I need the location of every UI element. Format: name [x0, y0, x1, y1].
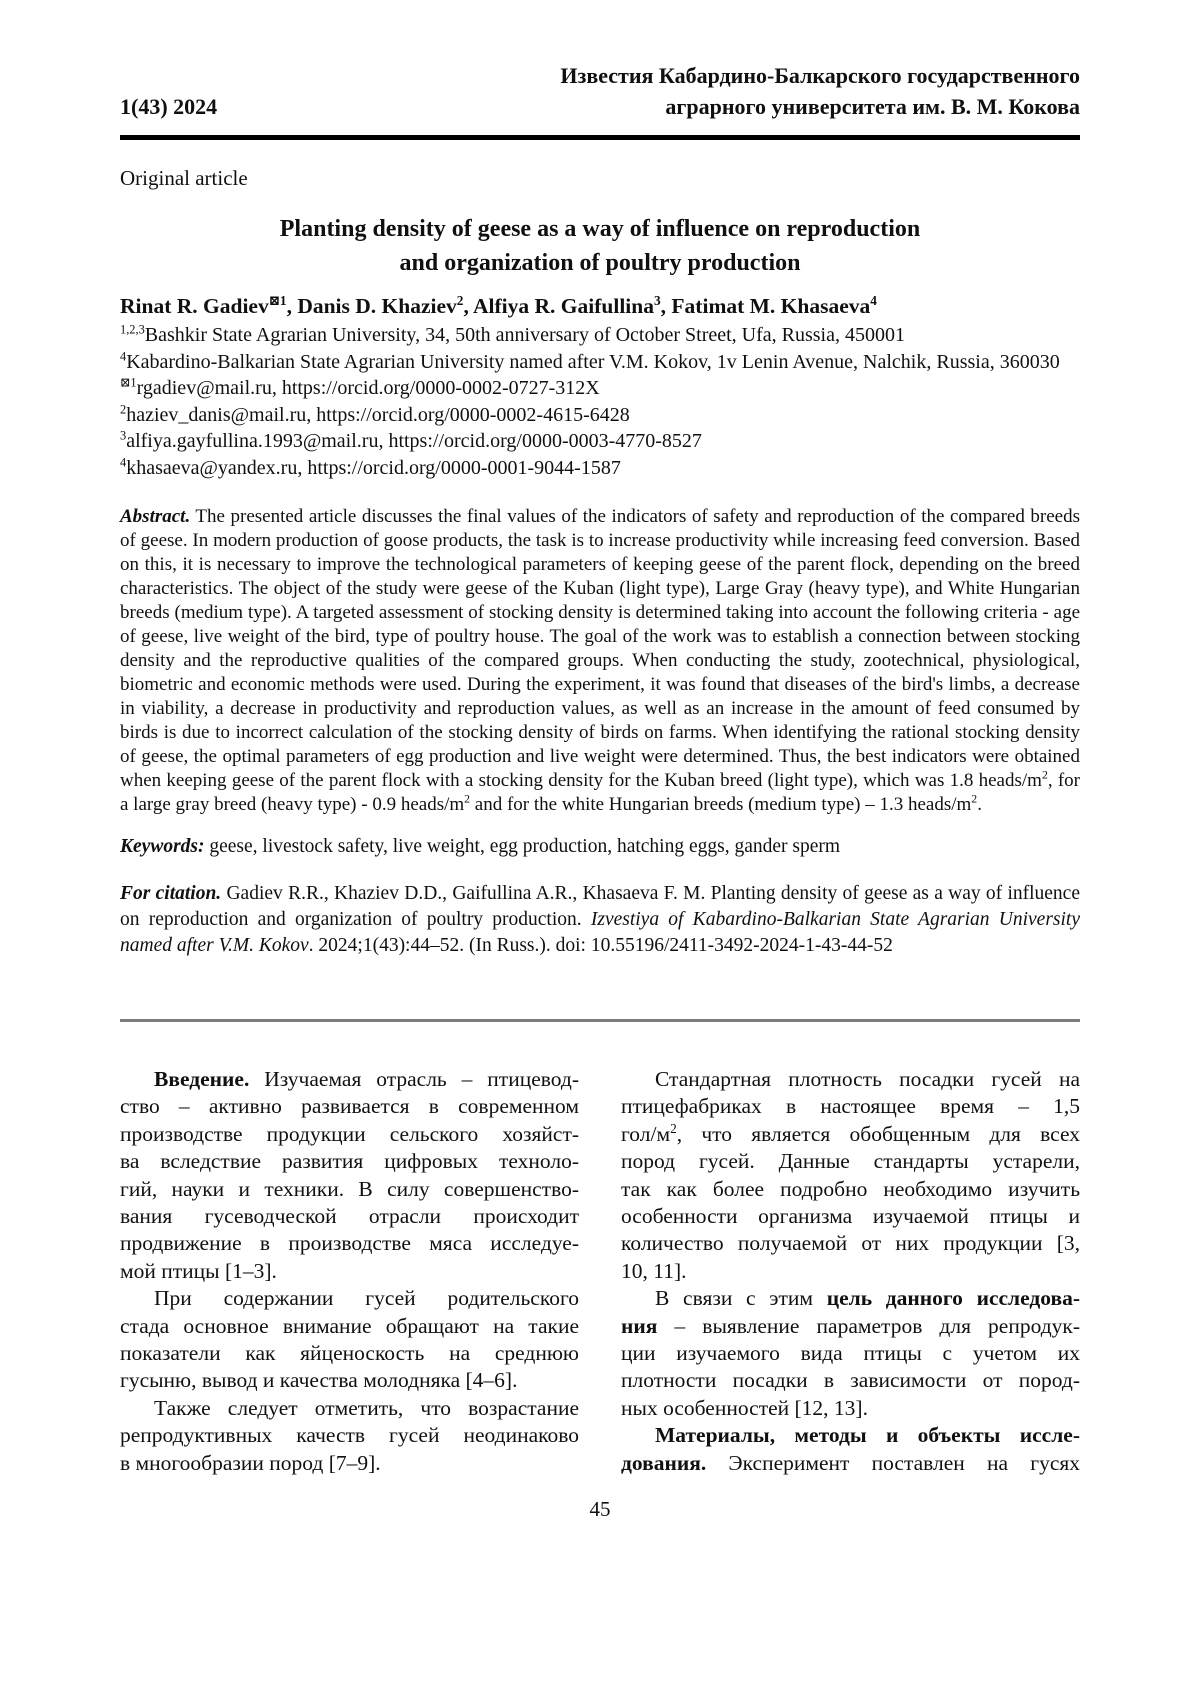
text-run: geese, livestock safety, live weight, egg production, hatching eggs, gander sperm [204, 836, 841, 857]
text-line [120, 1176, 579, 1203]
text-run: The presented article discusses the final values of the indicators of safety and reproduction of the compared breeds of geese. In modern production of goose products, the task is to increase productivity while increasing feed conversion. Based on this, it is necessary to improve the technological parameters of keeping geese of the parent flock, depending on the breed characteristics. The object of the study were geese of the Kuban (light type), Large Gray (heavy type), and White Hungarian breeds (medium type). A targeted assessment of stocking density is determined taking into account the following criteria - age of geese, live weight of the bird, type of poultry house. The goal of the work was to establish a connection between stocking density and the reproductive qualities of the compared groups. When conducting the study, zootechnical, physiological, biometric and economic methods were used. During the experiment, it was found that diseases of the bird's limbs, a decrease in viability, a decrease in productivity and reproduction values, as well as an increase in the amount of feed consumed by birds is due to incorrect calculation of the stocking density of birds on farms. When identifying the rational stocking density of geese, the optimal parameters of egg production and live weight were determined. Thus, the best indicators were obtained when keeping geese of the parent flock with a stocking density for the Kuban breed (light type), which was 1.8 heads/m [120, 506, 1080, 791]
contact-line-3 [120, 428, 1080, 455]
keywords-line [120, 835, 1080, 859]
text-run: Rinat R. Gadiev [120, 294, 269, 318]
article-title-line2: and organization of poultry production [399, 250, 801, 276]
text-line [621, 1367, 1080, 1394]
text-run: 10, 11]. [621, 1258, 687, 1283]
text-line [120, 1395, 579, 1422]
text-line [120, 1340, 579, 1367]
text-line [120, 1450, 579, 1477]
text-run: For citation. [120, 883, 222, 904]
text-run: 2 [456, 292, 464, 308]
page-content [120, 0, 1080, 1522]
issue-label: 1(43) 2024 [120, 94, 218, 119]
text-run: 2 [971, 792, 978, 806]
text-run: Стандартная плотность посадки гусей на [655, 1067, 1080, 1091]
header-divider-rule [120, 135, 1080, 140]
text-run: гусыню, вывод и качества молодняка [4–6]. [120, 1368, 518, 1393]
page-number: 45 [589, 1497, 611, 1522]
text-run: мой птицы [1–3]. [120, 1258, 277, 1283]
text-line [120, 1313, 579, 1340]
journal-name [560, 60, 1080, 122]
text-run: цель данного исследова- [826, 1286, 1080, 1311]
introduction-columns [120, 1066, 1080, 1477]
text-run: , for a large gray breed (heavy type) - 0.9 heads/m [120, 770, 1080, 815]
text-run: количество получаемой от них продукции [3, [621, 1231, 1080, 1256]
text-line [120, 1258, 579, 1285]
text-line [621, 1230, 1080, 1257]
article-type-label: Original article [120, 166, 248, 190]
text-line [120, 1093, 579, 1120]
text-run: Izvestiya of Kabardino-Balkarian State Agrarian University named after V.M. Kokov [120, 909, 1080, 956]
text-run: дования. [621, 1450, 707, 1475]
text-run: Abstract. [120, 506, 191, 527]
contact-line-4 [120, 455, 1080, 482]
text-line [120, 1230, 579, 1257]
text-run: 2 [1041, 768, 1048, 782]
text-run: производстве продукции сельского хозяйст- [120, 1121, 579, 1146]
text-run: продвижение в производстве мяса исследуе- [120, 1231, 579, 1256]
text-run: 4 [870, 292, 877, 308]
text-run: Изучаемая отрасль – птицевод- [249, 1067, 579, 1091]
text-run: – выявление параметров для репродук- [657, 1313, 1080, 1338]
text-line [120, 1285, 579, 1312]
text-line [621, 1258, 1080, 1285]
text-run: 3 [654, 292, 661, 308]
text-run: ных особенностей [12, 13]. [621, 1395, 868, 1420]
affiliation-line-2 [120, 349, 1080, 376]
text-run: , Danis D. Khaziev [286, 294, 457, 318]
text-run: показатели как яйценоскость на среднюю [120, 1341, 579, 1366]
contact-line-1 [120, 375, 1080, 402]
text-run: 3 [120, 428, 127, 443]
text-run: вания гусеводческой отрасли происходит [120, 1204, 579, 1229]
journal-name-line2: аграрного университета им. В. М. Кокова [665, 94, 1080, 119]
left-column [120, 1066, 579, 1477]
text-run: ва вследствие развития цифровых техноло- [120, 1149, 579, 1174]
text-run: khasaeva@yandex.ru, https://orcid.org/0000-0001-9044-1587 [126, 456, 621, 479]
text-run: 2 [120, 401, 127, 416]
text-run: Также следует отметить, что возрастание [154, 1395, 579, 1420]
text-line [621, 1340, 1080, 1367]
page-header [120, 60, 1080, 122]
text-run: особенности организма изучаемой птицы и [621, 1204, 1080, 1229]
text-line [120, 1121, 579, 1148]
text-run: Bashkir State Agrarian University, 34, 50th anniversary of October Street, Ufa, Russia, 450001 [144, 324, 905, 346]
section-divider-rule [120, 1019, 1080, 1022]
contacts-block [120, 375, 1080, 481]
text-run: При содержании гусей родительского [154, 1286, 579, 1311]
article-title-line1: Planting density of geese as a way of influence on reproduction [279, 216, 921, 242]
text-run: 2 [464, 792, 471, 806]
text-line [120, 1203, 579, 1230]
text-line [621, 1313, 1080, 1340]
text-run: , Alfiya R. Gaifullina [463, 294, 654, 318]
text-line [621, 1395, 1080, 1422]
text-run: так как более подробно необходимо изучить [621, 1176, 1080, 1201]
right-column [621, 1066, 1080, 1477]
text-run: Gadiev R.R., Khaziev D.D., Gaifullina A.R., Khasaeva F. M. Planting density of geese as a way of influence on reproduction and organization of poultry production. [120, 883, 1080, 930]
text-run: пород гусей. Данные стандарты устарели, [621, 1149, 1080, 1174]
text-run: , что является обобщенным для всех [676, 1121, 1080, 1146]
text-line [621, 1203, 1080, 1230]
text-run: Эксперимент поставлен на гусях [706, 1450, 1080, 1475]
text-run: ции изучаемого вида птицы с учетом их [621, 1341, 1080, 1366]
text-run: Введение. [154, 1067, 250, 1091]
text-line [120, 1066, 579, 1093]
text-run: and for the white Hungarian breeds (medium type) – 1.3 heads/m [470, 794, 972, 815]
text-run: Материалы, методы и объекты иссле- [655, 1423, 1080, 1448]
affiliations-block [120, 322, 1080, 375]
text-run: гий, науки и техники. В силу совершенство- [120, 1176, 579, 1201]
contact-line-2 [120, 402, 1080, 429]
abstract-paragraph [120, 505, 1080, 817]
text-line [621, 1148, 1080, 1175]
envelope-icon: ⊠1 [268, 292, 287, 308]
text-line [621, 1285, 1080, 1312]
text-run: 4 [120, 348, 127, 363]
text-run: В связи с этим [655, 1286, 827, 1311]
text-line [621, 1121, 1080, 1148]
affiliation-line-1 [120, 322, 1080, 349]
text-run: птицефабриках в настоящее время – 1,5 [621, 1094, 1080, 1119]
text-line [621, 1176, 1080, 1203]
journal-name-line1: Известия Кабардино-Балкарского государственного [560, 63, 1080, 88]
text-run: стада основное внимание обращают на такие [120, 1313, 579, 1338]
text-line [621, 1093, 1080, 1120]
text-run: гол/м [621, 1121, 671, 1146]
text-line [621, 1450, 1080, 1477]
article-title [120, 212, 1080, 280]
text-run: Kabardino-Balkarian State Agrarian University named after V.M. Kokov, 1v Lenin Avenue, Nalchik, Russia, 360030 [126, 350, 1060, 373]
text-run: rgadiev@mail.ru, https://orcid.org/0000-0002-0727-312X [136, 377, 600, 399]
text-line [621, 1066, 1080, 1093]
text-run: haziev_danis@mail.ru, https://orcid.org/0000-0002-4615-6428 [126, 403, 630, 426]
text-line [621, 1422, 1080, 1449]
text-run: в многообразии пород [7–9]. [120, 1450, 381, 1475]
text-run: 4 [120, 454, 127, 469]
text-run: репродуктивных качеств гусей неодинаково [120, 1423, 579, 1448]
text-line [120, 1422, 579, 1449]
envelope-icon: ⊠1 [120, 375, 137, 390]
text-run: ство – активно развивается в современном [120, 1094, 579, 1119]
authors-line [120, 292, 1080, 320]
text-run: 1,2,3 [120, 322, 145, 337]
text-run: , Fatimat M. Khasaeva [660, 294, 871, 318]
text-run: 2 [670, 1120, 677, 1136]
text-run: . [977, 794, 982, 815]
text-run: Keywords: [120, 836, 205, 857]
citation-paragraph [120, 881, 1080, 959]
text-run: . 2024;1(43):44–52. (In Russ.). doi: 10.55196/2411-3492-2024-1-43-44-52 [308, 935, 893, 956]
text-run: ния [621, 1313, 658, 1338]
text-line [120, 1367, 579, 1394]
text-run: alfiya.gayfullina.1993@mail.ru, https://orcid.org/0000-0003-4770-8527 [126, 430, 702, 452]
text-line [120, 1148, 579, 1175]
text-run: плотности посадки в зависимости от пород- [621, 1368, 1080, 1393]
